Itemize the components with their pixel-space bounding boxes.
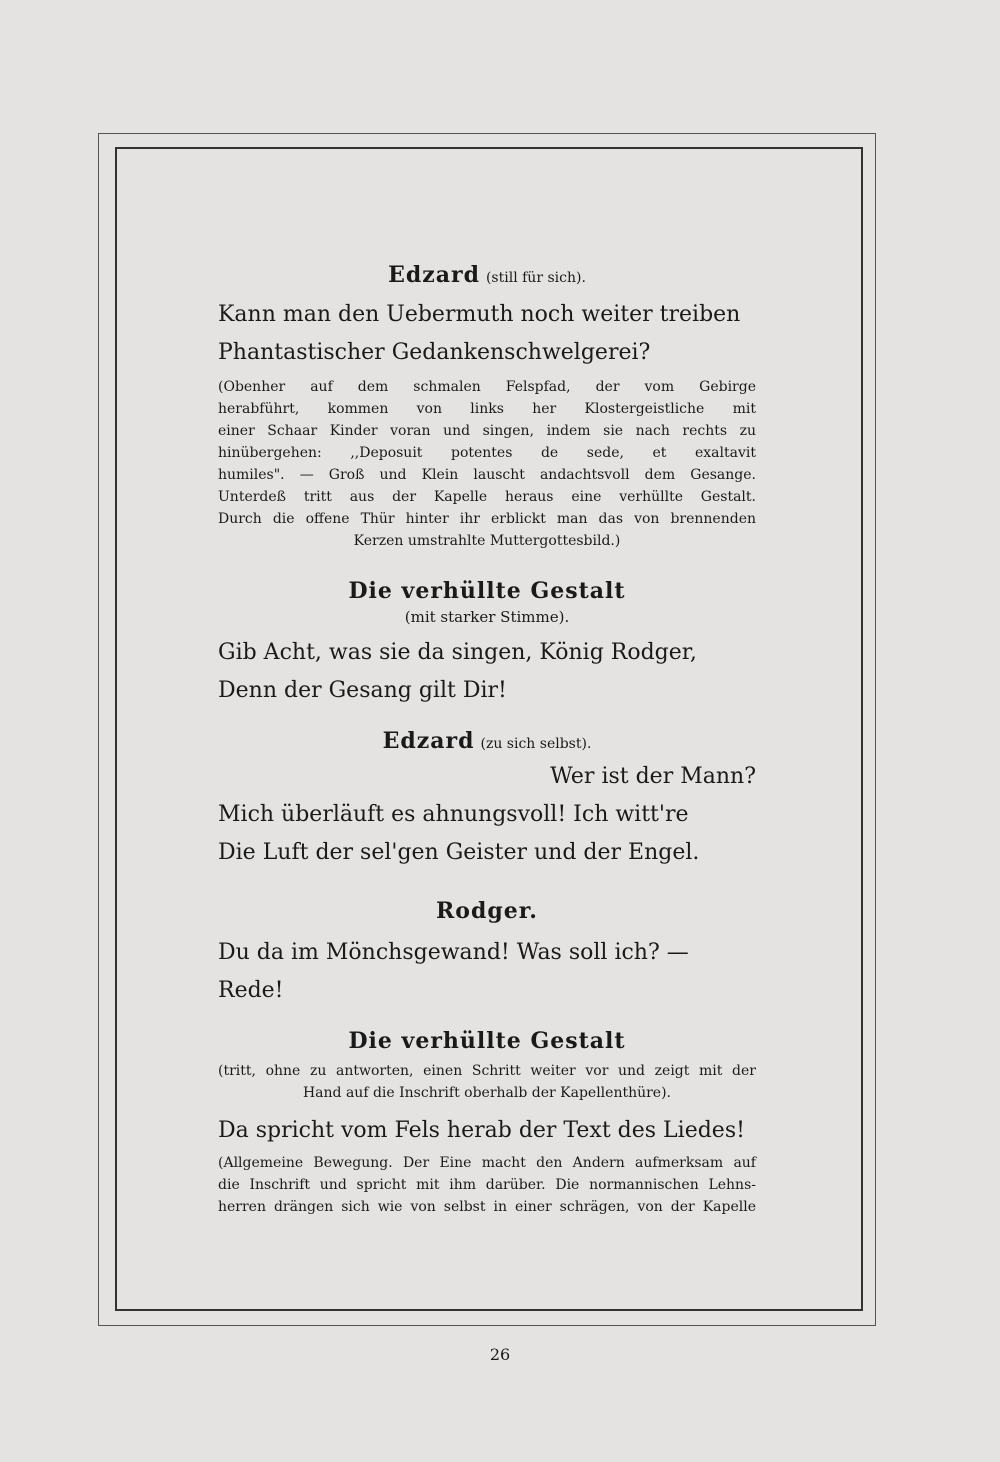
stage-line: herabführt, kommen von links her Klostergeistliche mit — [218, 401, 756, 417]
stage-line: die Inschrift und spricht mit ihm darüber. Die normannischen Lehns- — [218, 1177, 756, 1193]
speaker-heading — [218, 578, 756, 604]
verse-group — [218, 634, 756, 710]
speaker-heading — [218, 1028, 756, 1054]
verse-line: Phantastischer Gedankenschwelgerei? — [218, 340, 651, 365]
verse-line: Wer ist der Mann? — [550, 764, 756, 789]
speaker-name: Die verhüllte Gestalt — [348, 1028, 626, 1054]
stage-line: Hand auf die Inschrift oberhalb der Kapellenthüre). — [302, 1085, 672, 1101]
stage-line: (tritt, ohne zu antworten, einen Schritt weiter vor und zeigt mit der — [218, 1063, 756, 1079]
speaker-heading — [218, 728, 756, 754]
verse-group — [218, 934, 756, 1010]
stage-line: humiles". — Groß und Klein lauscht andachtsvoll dem Gesange. — [218, 467, 756, 483]
stage-line: Durch die offene Thür hinter ihr erblickt man das von brennenden — [218, 511, 756, 527]
verse-line: Denn der Gesang gilt Dir! — [218, 678, 507, 703]
stage-line: (Obenher auf dem schmalen Felspfad, der vom Gebirge — [218, 379, 756, 395]
speaker-name: Edzard — [382, 728, 475, 754]
stage-direction — [218, 376, 756, 552]
stage-line: hinübergehen: ,,Deposuit potentes de sede, et exaltavit — [218, 445, 756, 461]
speaker-heading — [218, 262, 756, 288]
verse-line: Du da im Mönchsgewand! Was soll ich? — Rede! — [218, 940, 689, 1003]
speaker-direction: (mit starker Stimme). — [404, 608, 570, 626]
verse-line: Die Luft der sel'gen Geister und der Engel. — [218, 840, 700, 865]
stage-line: Unterdeß tritt aus der Kapelle heraus eine verhüllte Gestalt. — [218, 489, 756, 505]
verse-line: Gib Acht, was sie da singen, König Rodger, — [218, 640, 697, 665]
verse-line: Mich überläuft es ahnungsvoll! Ich witt're — [218, 802, 689, 827]
verse-group — [218, 758, 756, 872]
stage-direction — [218, 1152, 756, 1218]
stage-line: Kerzen umstrahlte Muttergottesbild.) — [353, 533, 621, 549]
stage-line: (Allgemeine Bewegung. Der Eine macht den Andern aufmerksam auf — [218, 1155, 756, 1171]
speaker-direction: (still für sich). — [485, 270, 586, 286]
verse-line: Kann man den Uebermuth noch weiter treiben — [218, 302, 741, 327]
verse-line: Da spricht vom Fels herab der Text des Liedes! — [218, 1118, 745, 1143]
stage-line: einer Schaar Kinder voran und singen, indem sie nach rechts zu — [218, 423, 756, 439]
text-content — [218, 262, 756, 1218]
stage-direction — [218, 1060, 756, 1104]
speaker-name: Rodger. — [436, 898, 538, 924]
verse-group — [218, 1112, 756, 1150]
speaker-heading — [218, 898, 756, 924]
speaker-direction: (zu sich selbst). — [480, 736, 592, 752]
verse-group — [218, 296, 756, 372]
page-number: 26 — [489, 1345, 511, 1364]
speaker-name: Edzard — [388, 262, 480, 288]
speaker-name: Die verhüllte Gestalt — [348, 578, 626, 604]
stage-line: herren drängen sich wie von selbst in einer schrägen, von der Kapelle — [218, 1199, 756, 1215]
